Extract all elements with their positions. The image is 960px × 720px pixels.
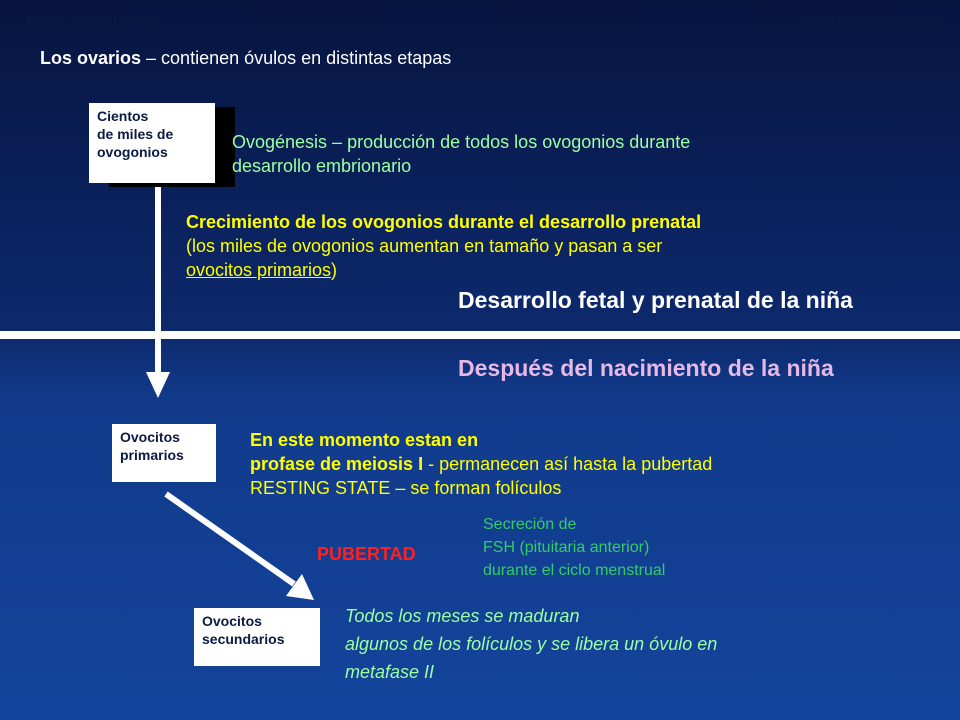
crecimiento-text: Crecimiento de los ovogonios durante el desarrollo prenatal (los miles de ovogonios aumentan en tamaño y pasan a ser ovocitos primarios) bbox=[186, 212, 702, 280]
diagonal-arrow bbox=[166, 494, 314, 600]
momento-text: En este momento estan en profase de meiosis I - permanecen así hasta la pubertad RESTING STATE – se forman folículos bbox=[250, 430, 713, 498]
box-ovocitos-secundarios: Ovocitos secundarios bbox=[194, 608, 320, 666]
section-label-fetal: Desarrollo fetal y prenatal de la niña bbox=[458, 287, 853, 313]
box-ovogonios: Cientos de miles de ovogonios bbox=[89, 103, 215, 183]
secrecion-text: Secreción de FSH (pituitaria anterior) durante el ciclo menstrual bbox=[483, 516, 666, 579]
vertical-arrow bbox=[146, 185, 170, 398]
pubertad-label: PUBERTAD bbox=[317, 544, 416, 564]
box-ovocitos-primarios: Ovocitos primarios bbox=[112, 424, 216, 482]
header-chapter: CHAPTER 48 Reproduction bbox=[798, 14, 942, 26]
section-label-despues: Después del nacimiento de la niña bbox=[458, 355, 834, 381]
header-book-title: Biology, Seventh Edition bbox=[27, 14, 157, 26]
todos-text: Todos los meses se maduran algunos de los folículos y se libera un óvulo en metafase II bbox=[345, 606, 718, 682]
divider-line bbox=[0, 331, 960, 339]
slide-title: Los ovarios – contienen óvulos en distintas etapas bbox=[40, 48, 452, 68]
ovocitos-primarios-link[interactable]: ovocitos primarios bbox=[186, 260, 332, 280]
ovogenesis-text: Ovogénesis – producción de todos los ovogonios durante desarrollo embrionario bbox=[232, 132, 691, 176]
